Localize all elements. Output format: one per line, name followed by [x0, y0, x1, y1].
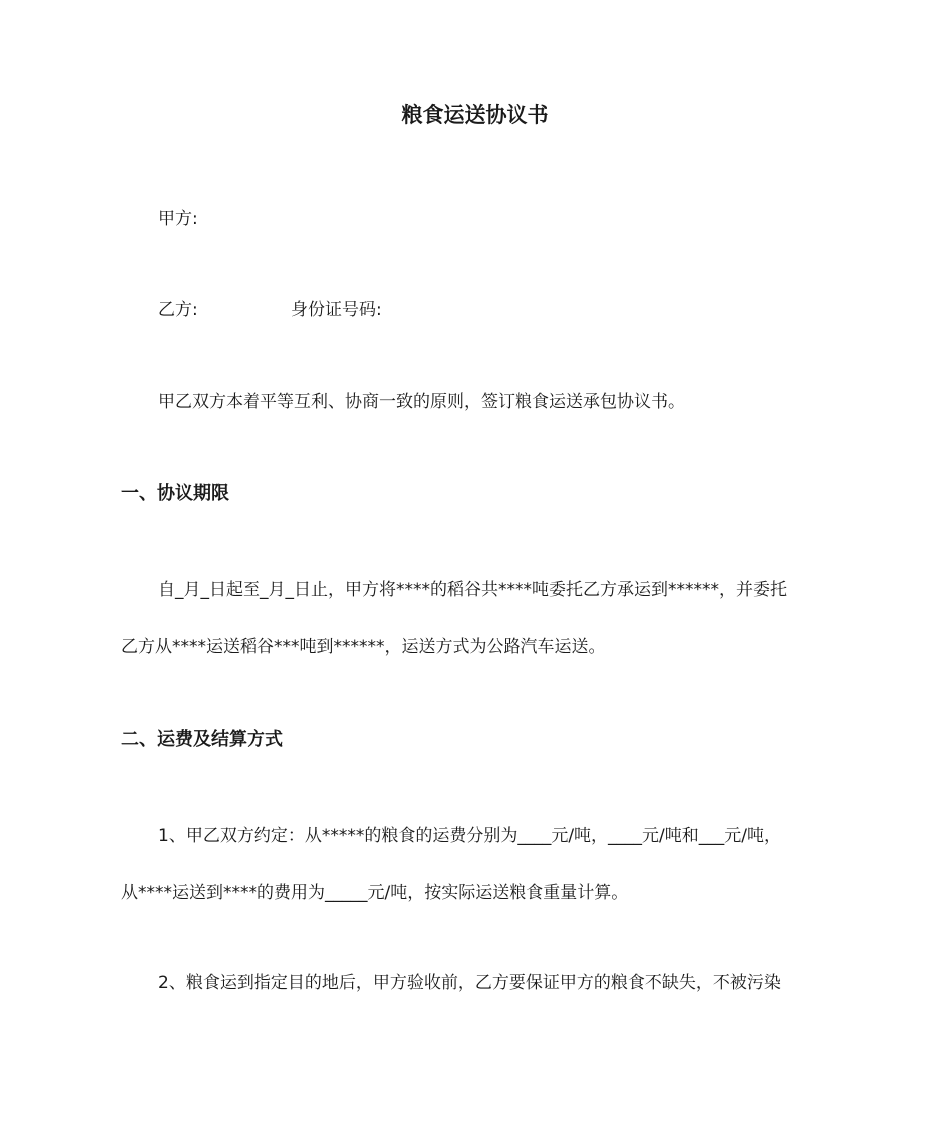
id-number-label: 身份证号码: — [291, 300, 382, 320]
section-1-line-2: 乙方从****运送稻谷***吨到******，运送方式为公路汽车运送。 — [121, 637, 606, 657]
section-1-line-1: 自_月_日起至_月_日止，甲方将****的稻谷共****吨委托乙方承运到******，并委托 — [158, 580, 787, 600]
section-2-item-1-line-1: 1、甲乙双方约定：从*****的粮食的运费分别为____元/吨，____元/吨和___元/吨， — [158, 826, 781, 846]
section-1-heading: 一、协议期限 — [121, 483, 229, 504]
document-title: 粮食运送协议书 — [401, 103, 549, 127]
party-b-label: 乙方: — [158, 300, 198, 320]
section-2-item-2-line-1: 2、粮食运到指定目的地后，甲方验收前，乙方要保证甲方的粮食不缺失，不被污染 — [158, 973, 781, 993]
section-2-item-1-line-2: 从****运送到****的费用为_____元/吨，按实际运送粮食重量计算。 — [121, 883, 629, 903]
intro-paragraph: 甲乙双方本着平等互利、协商一致的原则，签订粮食运送承包协议书。 — [158, 392, 685, 412]
party-a-label: 甲方: — [158, 209, 198, 229]
section-2-heading: 二、运费及结算方式 — [121, 729, 283, 750]
